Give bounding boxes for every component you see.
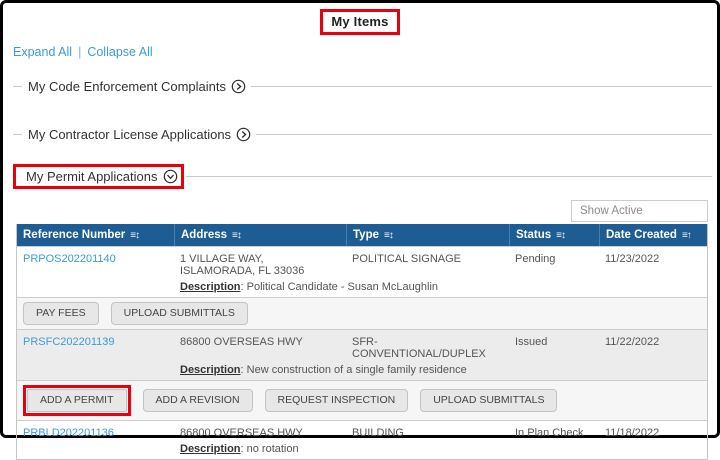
type-cell: POLITICAL SIGNAGE [352,253,462,265]
section-contractor-license-applications[interactable] [13,127,712,142]
description-text: : Political Candidate - Susan McLaughlin [240,281,439,293]
date-created-cell: 11/22/2022 [605,336,660,348]
column-header-status[interactable]: Status ≡↕ [509,224,599,246]
divider-line [13,134,22,135]
title-row [3,9,717,35]
divider-line [256,134,712,135]
add-a-permit-button[interactable]: ADD A PERMIT [27,389,127,412]
reference-number-link[interactable]: PRBLD202201136 [23,427,114,439]
permit-applications-table [16,224,708,460]
expand-all-link[interactable]: Expand All [13,45,73,59]
column-header-reference-number[interactable]: Reference Number ≡↕ [23,229,140,241]
column-header-type[interactable]: Type ≡↕ [346,224,509,246]
status-cell: In Plan Check [515,427,584,439]
divider-line [13,86,22,87]
request-inspection-button[interactable]: REQUEST INSPECTION [265,389,409,412]
date-created-cell: 11/23/2022 [605,253,660,265]
section-code-enforcement-complaints[interactable] [13,79,712,94]
collapse-all-link[interactable]: Collapse All [87,45,153,59]
annotation-box-add-a-permit [23,385,131,416]
table-row [17,420,707,459]
status-cell: Issued [515,336,548,348]
divider-line [251,86,712,87]
type-cell: SFR-CONVENTIONAL/DUPLEX [352,336,486,360]
sort-icon[interactable]: ≡↕ [384,229,393,241]
date-created-cell: 11/18/2022 [605,427,660,439]
address-cell: 1 VILLAGE WAY, ISLAMORADA, FL 33036 [180,253,305,277]
table-header [17,224,707,246]
upload-submittals-button[interactable]: UPLOAD SUBMITTALS [420,389,557,412]
sort-icon[interactable]: ≡↕ [232,229,241,241]
chevron-down-circle-icon [163,169,178,184]
sort-icon[interactable]: ≡↕ [556,229,565,241]
address-cell: 86800 OVERSEAS HWY [180,427,303,439]
section-label: My Code Enforcement Complaints [28,79,226,94]
page-title: My Items [331,14,389,29]
section-label: My Contractor License Applications [28,127,232,142]
section-permit-applications[interactable] [13,164,712,189]
table-row [17,329,707,380]
description-text: : no rotation [240,443,299,455]
row-actions-bar [17,380,707,420]
address-cell: 86800 OVERSEAS HWY [180,336,303,348]
description-label: Description [180,364,241,376]
description-label: Description [180,443,241,455]
sort-icon[interactable]: ≡↕ [130,229,140,241]
description-row [174,362,707,378]
type-cell: BUILDING [352,427,404,439]
description-row [174,441,707,457]
section-label: My Permit Applications [26,169,158,184]
divider-line [186,176,713,177]
upload-submittals-button[interactable]: UPLOAD SUBMITTALS [111,302,248,325]
column-header-date-created[interactable]: Date Created ≡↑ [599,224,707,246]
my-items-page [3,3,717,460]
chevron-right-circle-icon [231,79,246,94]
sort-icon[interactable]: ≡↑ [681,229,691,241]
description-label: Description [180,281,241,293]
column-header-address[interactable]: Address ≡↕ [174,224,346,246]
filter-row [3,200,708,222]
annotation-box-title [320,9,399,35]
status-cell: Pending [515,253,556,265]
add-a-revision-button[interactable]: ADD A REVISION [143,389,253,412]
description-row [174,279,707,295]
show-active-filter[interactable]: Show Active [571,200,708,222]
expand-collapse-toolbar [13,45,717,59]
reference-number-link[interactable]: PRPOS202201140 [23,253,116,265]
row-actions-bar [17,297,707,329]
link-separator: | [78,45,82,59]
annotation-box-permit-applications [13,164,184,189]
description-text: : New construction of a single family residence [240,364,467,376]
reference-number-link[interactable]: PRSFC202201139 [23,336,115,348]
pay-fees-button[interactable]: PAY FEES [23,302,99,325]
table-row [17,246,707,297]
chevron-right-circle-icon [236,127,251,142]
